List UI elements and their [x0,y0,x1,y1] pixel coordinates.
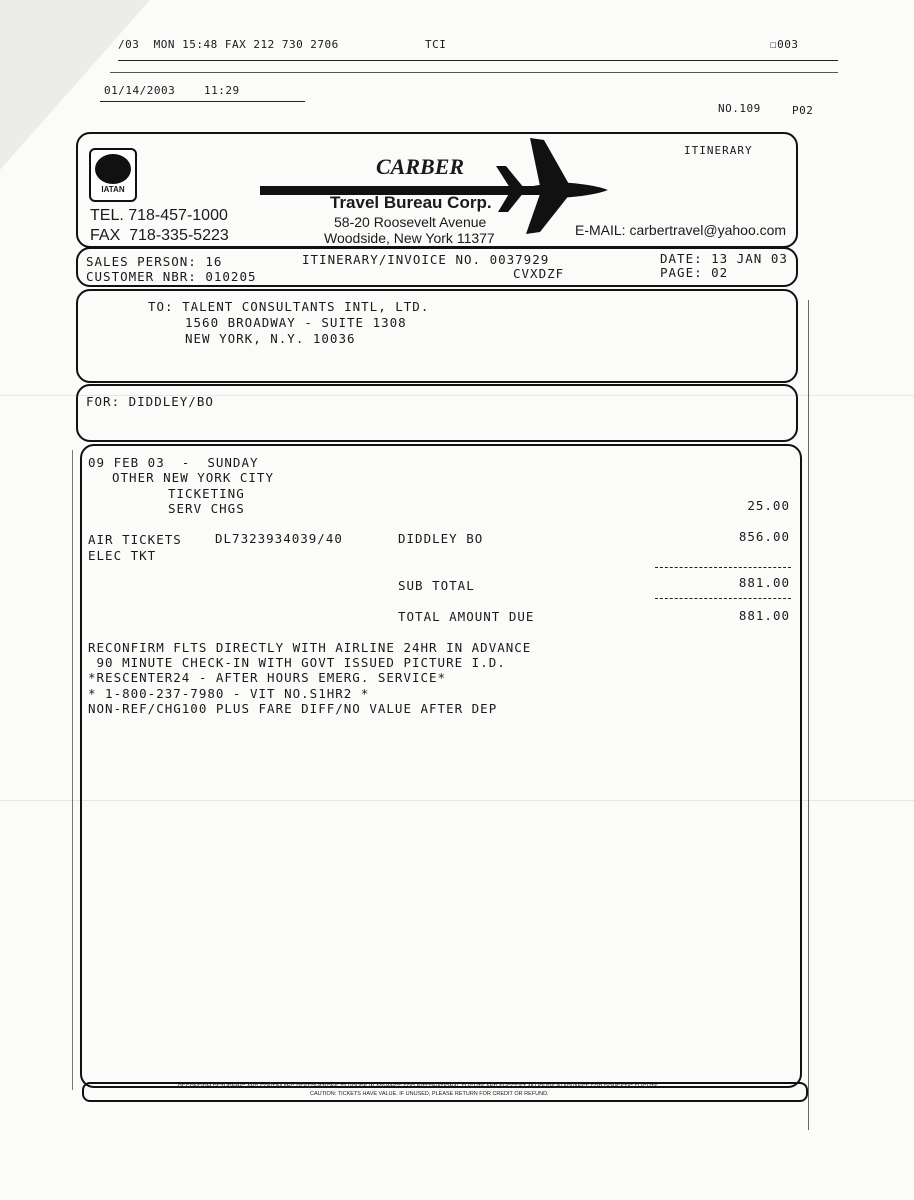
margin-line [808,300,809,1130]
doc-number: NO.109 [718,102,761,115]
serv-chgs-amount: 25.00 [747,498,790,513]
company-street: 58-20 Roosevelt Avenue [334,214,487,230]
to-line-1: TO: TALENT CONSULTANTS INTL, LTD. [148,299,430,314]
sales-person: SALES PERSON: 16 [86,254,223,269]
serv-chgs-line: SERV CHGS [168,501,245,516]
elec-tkt: ELEC TKT [88,548,157,563]
company-city: Woodside, New York 11377 [324,230,495,246]
to-line-2: 1560 BROADWAY - SUITE 1308 [185,315,407,330]
margin-line [72,450,73,1090]
company-email: E-MAIL: carbertravel@yahoo.com [575,222,787,238]
footer-line-1: RECONFIRM RETURNING AND CONTINUING RESERVATIONS 72 HOURS IN ADVANCE FOR INTERNATIONAL FLIGHTS AND SUGGEST 48 HOURS IN ADVANCE FOR DOMESTIC FLIGHTS. [178,1084,660,1090]
invoice-date: DATE: 13 JAN 03 [660,251,788,266]
note-line: NON-REF/CHG100 PLUS FARE DIFF/NO VALUE AFTER DEP [88,701,498,716]
ticket-number: DL7323934039/40 [215,531,343,546]
sub-total-label: SUB TOTAL [398,578,475,593]
for-line: FOR: DIDDLEY/BO [86,394,214,409]
fax-sender: TCI [425,38,447,51]
globe-icon [95,154,131,184]
travel-date: 09 FEB 03 - SUNDAY [88,455,259,470]
note-line: 90 MINUTE CHECK-IN WITH GOVT ISSUED PICTURE I.D. [88,655,506,670]
stamp-time: 11:29 [204,84,240,97]
doc-type: ITINERARY [684,144,753,157]
air-tickets-amount: 856.00 [738,529,790,544]
total-label: TOTAL AMOUNT DUE [398,609,535,624]
doc-page: P02 [792,104,814,117]
logo-text: IATAN [101,185,125,194]
air-tickets-label: AIR TICKETS [88,532,182,547]
fax-rule [118,60,838,61]
stamp-date: 01/14/2003 [104,84,176,97]
passenger-name: DIDDLEY BO [398,531,484,546]
ticketing-line: TICKETING [168,486,245,501]
customer-nbr: CUSTOMER NBR: 010205 [86,269,257,284]
invoice-no: ITINERARY/INVOICE NO. 0037929 [302,252,550,267]
for-box [76,384,798,442]
company-tel: TEL. 718-457-1000 [90,207,228,224]
other-line: OTHER NEW YORK CITY [112,470,274,485]
company-name: CARBER [376,154,465,179]
iatan-logo [89,148,137,202]
subtotal-dash [655,567,791,568]
invoice-page: PAGE: 02 [660,265,729,280]
stamp-rule [100,101,305,102]
fax-header-line: /03 MON 15:48 FAX 212 730 2706 [118,38,339,51]
to-line-3: NEW YORK, N.Y. 10036 [185,331,356,346]
total-dash [655,598,791,599]
fax-page: ☐003 [770,38,799,51]
company-subtitle: Travel Bureau Corp. [330,193,492,212]
footer-line-2: CAUTION: TICKETS HAVE VALUE. IF UNUSED, PLEASE RETURN FOR CREDIT OR REFUND. [310,1091,549,1097]
note-line: RECONFIRM FLTS DIRECTLY WITH AIRLINE 24HR IN ADVANCE [88,640,532,655]
sub-total-amount: 881.00 [738,575,790,590]
note-line: *RESCENTER24 - AFTER HOURS EMERG. SERVICE* [88,670,447,685]
fax-rule [110,72,838,73]
record-locator: CVXDZF [513,266,565,281]
total-amount: 881.00 [738,608,790,623]
company-fax: FAX 718-335-5223 [90,227,229,244]
note-line: * 1-800-237-7980 - VIT NO.S1HR2 * [88,686,370,701]
